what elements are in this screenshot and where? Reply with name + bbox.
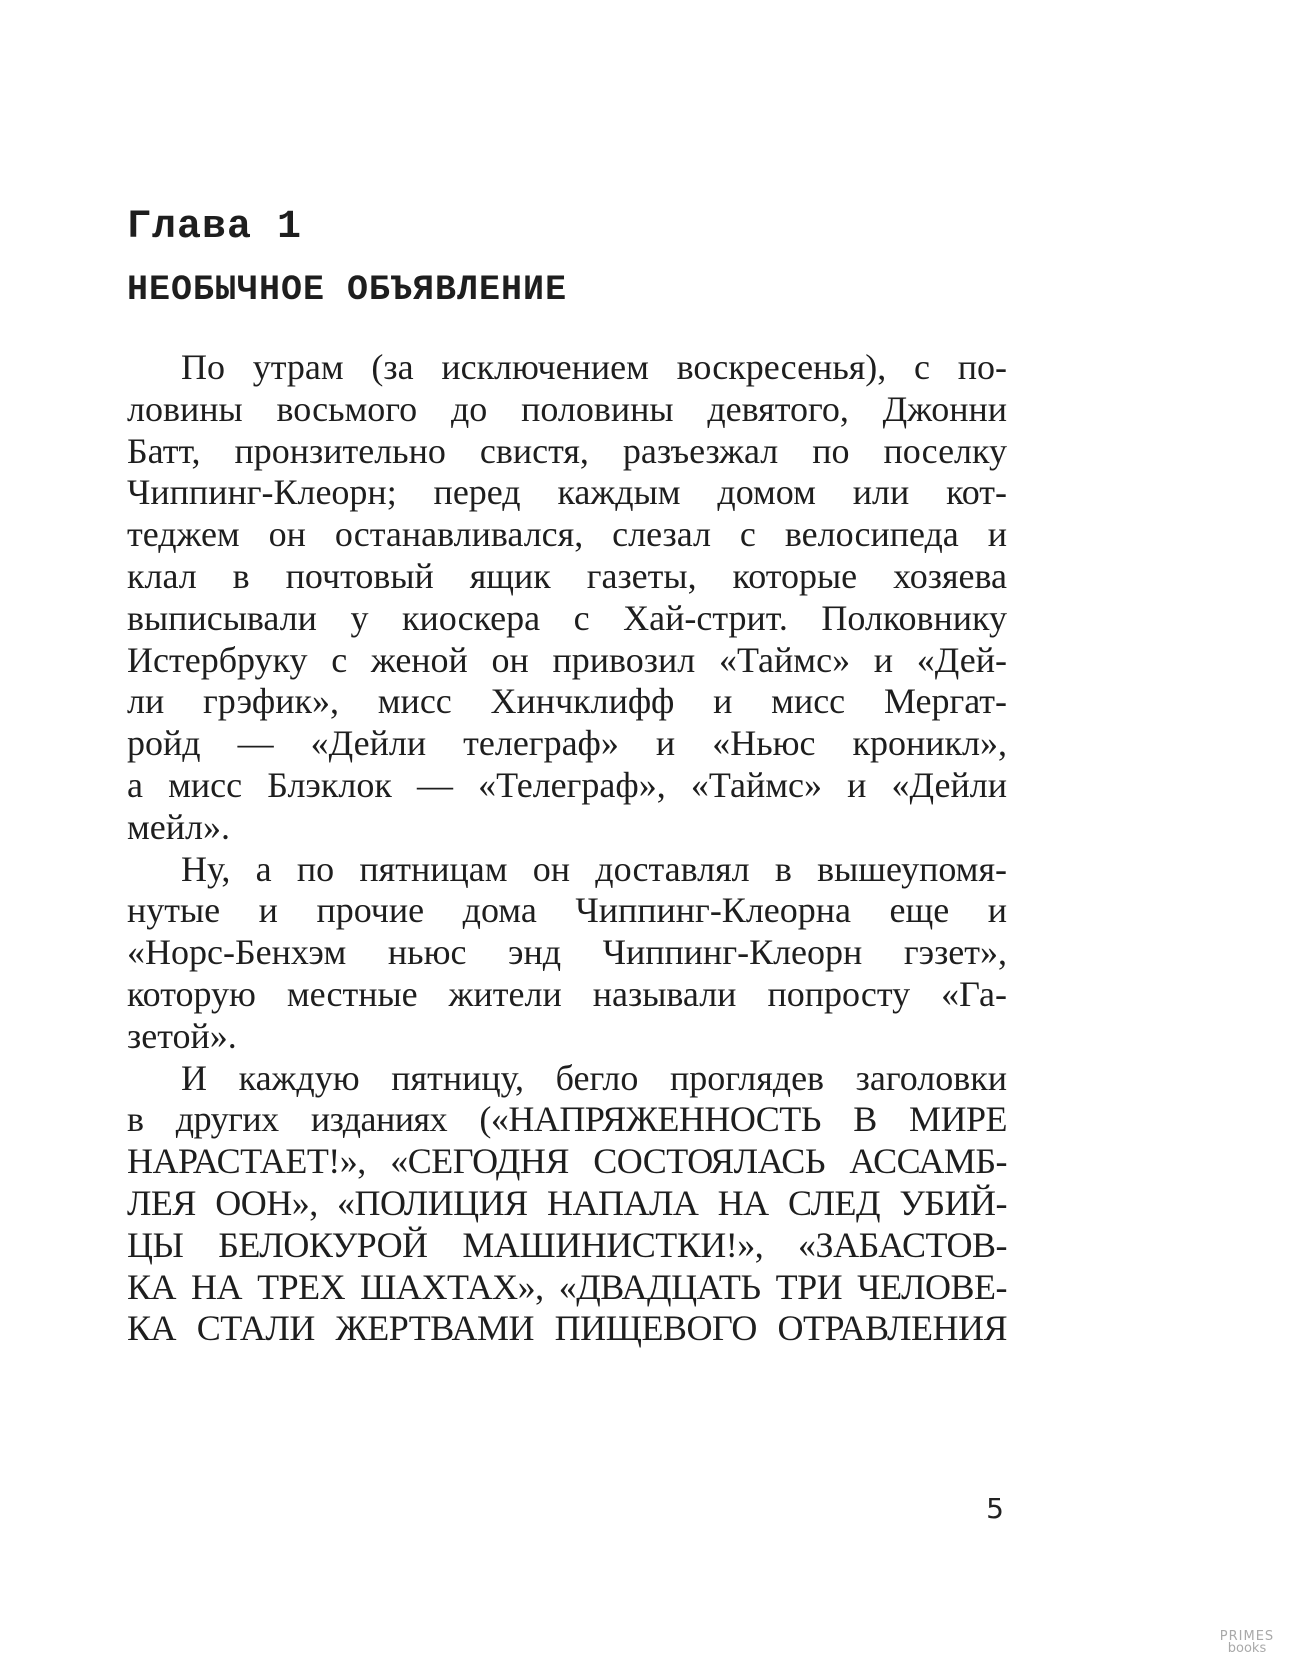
page-number: 5 [986,1492,1004,1525]
text-line: ли грэфик», мисс Хинчклифф и мисс Мергат- [127,681,1007,722]
text-line: По утрам (за исключением воскресенья), с по- [181,347,1007,387]
text-line: Истербруку с женой он привозил «Таймс» и «Дей- [127,639,1007,680]
text-line: а мисс Блэклок — «Телеграф», «Таймс» и «Дейли [127,764,1007,805]
paragraph [127,1058,1007,1351]
text-line: «Норс-Бенхэм ньюс энд Чиппинг-Клеорн гэзет», [127,932,1007,973]
text-line: ловины восьмого до половины девятого, Джонни [127,388,1007,429]
text-line: ройд — «Дейли телеграф» и «Ньюс кроникл», [127,723,1007,764]
text-line: ЛЕЯ ООН», «ПОЛИЦИЯ НАПАЛА НА СЛЕД УБИЙ- [127,1182,1007,1223]
text-line: клал в почтовый ящик газеты, которые хозяева [127,555,1007,596]
text-line: Чиппинг-Клеорн; перед каждым домом или кот- [127,472,1007,513]
text-line: Ну, а по пятницам он доставлял в вышеупомя- [181,848,1007,889]
text-line: НАРАСТАЕТ!», «СЕГОДНЯ СОСТОЯЛАСЬ АССАМБ- [127,1141,1007,1182]
text-line: теджем он останавливался, слезал с велосипеда и [127,514,1007,555]
text-line: И каждую пятницу, бегло проглядев заголовки [181,1057,1007,1098]
watermark-bottom-text: books [1227,1641,1267,1656]
text-line: в других изданиях («НАПРЯЖЕННОСТЬ В МИРЕ [127,1099,1007,1140]
text-line: Батт, пронзительно свистя, разъезжал по поселку [127,430,1007,471]
body-text [127,347,1007,1350]
paragraph [127,347,1007,849]
text-line: мейл». [127,806,230,847]
text-line: КА СТАЛИ ЖЕРТВАМИ ПИЩЕВОГО ОТРАВЛЕНИЯ [127,1308,1007,1349]
chapter-title: НЕОБЫЧНОЕ ОБЪЯВЛЕНИЕ [127,270,568,310]
text-line: выписывали у киоскера с Хай-стрит. Полковнику [127,597,1007,638]
publisher-watermark-logo [1212,1630,1282,1655]
text-line: ЦЫ БЕЛОКУРОЙ МАШИНИСТКИ!», «ЗАБАСТОВ- [127,1224,1007,1265]
chapter-number: Глава 1 [127,205,303,250]
text-line: которую местные жители называли попросту «Га- [127,973,1007,1014]
text-line: КА НА ТРЕХ ШАХТАХ», «ДВАДЦАТЬ ТРИ ЧЕЛОВЕ- [127,1266,1007,1307]
text-line: нутые и прочие дома Чиппинг-Клеорна еще и [127,890,1007,931]
watermark-top-text: PRIMES [1219,1629,1275,1644]
text-line: зетой». [127,1015,237,1056]
paragraph [127,849,1007,1058]
